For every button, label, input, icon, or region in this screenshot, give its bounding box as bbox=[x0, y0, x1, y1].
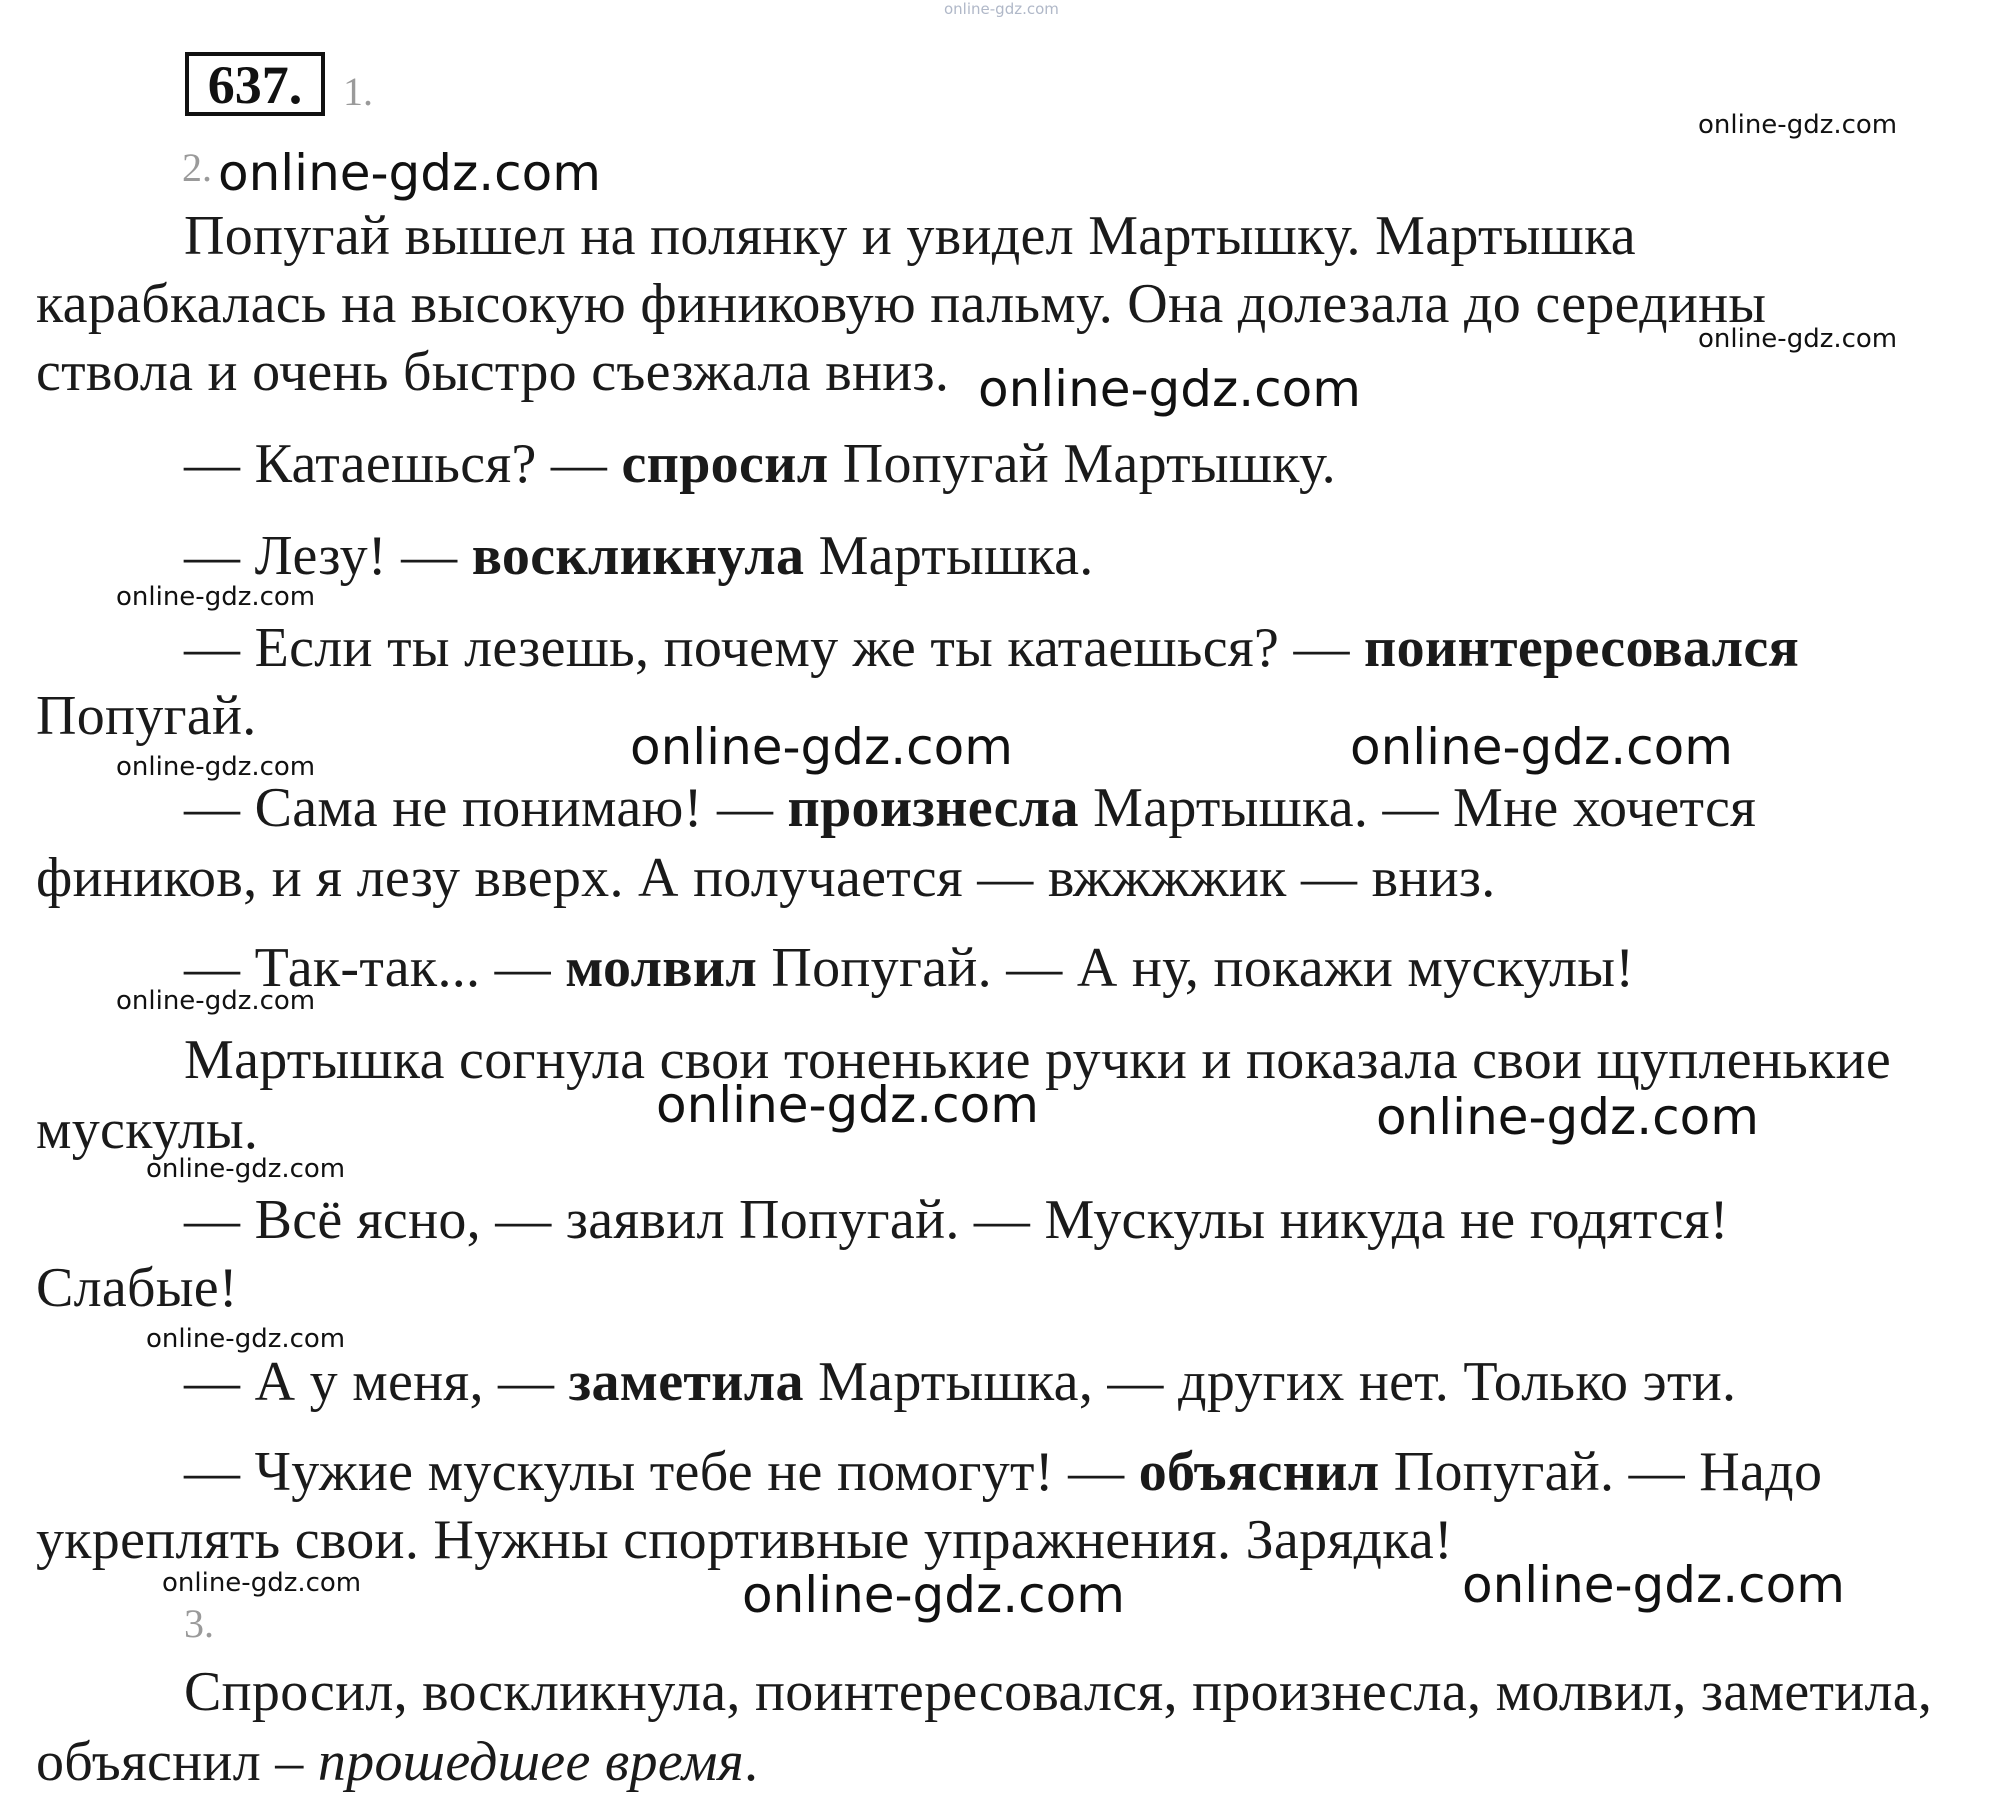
verb-highlight: произнесла bbox=[787, 777, 1079, 839]
text-segment: — Если ты лезешь, почему же ты катаешься? — bbox=[184, 617, 1365, 679]
text-segment: Мартышка, — других нет. Только эти. bbox=[803, 1351, 1737, 1413]
text-line: ствола и очень быстро съезжала вниз. bbox=[36, 341, 950, 403]
marker-3: 3. bbox=[184, 1601, 214, 1646]
text-segment: — Так-так... — bbox=[184, 937, 566, 999]
watermark: online-gdz.com bbox=[742, 1566, 1125, 1624]
watermark: online-gdz.com bbox=[1462, 1556, 1845, 1614]
text-segment: Попугай. — А ну, покажи мускулы! bbox=[757, 937, 1635, 999]
watermark: online-gdz.com bbox=[116, 582, 316, 612]
text-segment: Попугай. — Надо bbox=[1379, 1441, 1823, 1503]
text-segment: Мартышка. — Мне хочется bbox=[1078, 777, 1757, 839]
text-segment: — Сама не понимаю! — bbox=[184, 777, 788, 839]
dialogue-line bbox=[184, 525, 1094, 587]
text-line: укреплять свои. Нужны спортивные упражнения. Зарядка! bbox=[36, 1509, 1453, 1571]
watermark: online-gdz.com bbox=[978, 360, 1361, 418]
text-line: — Всё ясно, — заявил Попугай. — Мускулы никуда не годятся! bbox=[184, 1189, 1729, 1251]
answer-line: Спросил, воскликнула, поинтересовался, произнесла, молвил, заметила, bbox=[184, 1661, 1933, 1723]
text-segment: . bbox=[743, 1731, 759, 1793]
watermark: online-gdz.com bbox=[1698, 110, 1898, 140]
dialogue-line bbox=[184, 777, 1757, 839]
text-segment: Мартышка. bbox=[804, 525, 1094, 587]
dialogue-line bbox=[184, 617, 1800, 679]
text-line: Мартышка согнула свои тоненькие ручки и показала свои щупленькие bbox=[184, 1029, 1891, 1091]
answer-emphasis: прошедшее время bbox=[317, 1731, 744, 1793]
dialogue-line bbox=[184, 1351, 1737, 1413]
watermark-top: online-gdz.com bbox=[944, 0, 1059, 18]
watermark: online-gdz.com bbox=[116, 752, 316, 782]
text-line: Попугай. bbox=[36, 685, 257, 747]
text-segment: — Чужие мускулы тебе не помогут! — bbox=[184, 1441, 1139, 1503]
dialogue-line bbox=[184, 433, 1336, 495]
verb-highlight: молвил bbox=[565, 937, 758, 999]
text-segment: объяснил – bbox=[36, 1731, 318, 1793]
text-line: мускулы. bbox=[36, 1099, 259, 1161]
dialogue-line bbox=[184, 937, 1635, 999]
text-line: фиников, и я лезу вверх. А получается — вжжжжик — вниз. bbox=[36, 847, 1496, 909]
watermark: online-gdz.com bbox=[146, 1324, 346, 1354]
text-segment: — А у меня, — bbox=[184, 1351, 569, 1413]
watermark: online-gdz.com bbox=[146, 1154, 346, 1184]
verb-highlight: воскликнула bbox=[471, 525, 805, 587]
verb-highlight: поинтересовался bbox=[1364, 617, 1800, 679]
text-segment: — Лезу! — bbox=[184, 525, 472, 587]
watermark: online-gdz.com bbox=[1376, 1088, 1759, 1146]
text-segment: Попугай Мартышку. bbox=[828, 433, 1336, 495]
watermark: online-gdz.com bbox=[630, 718, 1013, 776]
watermark: online-gdz.com bbox=[218, 144, 601, 202]
watermark: online-gdz.com bbox=[656, 1076, 1039, 1134]
text-segment: — Катаешься? — bbox=[184, 433, 622, 495]
text-line: Попугай вышел на полянку и увидел Мартышку. Мартышка bbox=[184, 205, 1636, 267]
watermark: online-gdz.com bbox=[162, 1568, 362, 1598]
verb-highlight: спросил bbox=[621, 433, 829, 495]
exercise-number: 637. bbox=[185, 52, 325, 116]
text-line: карабкалась на высокую финиковую пальму. Она долезала до середины bbox=[36, 273, 1767, 335]
dialogue-line bbox=[184, 1441, 1823, 1503]
watermark: online-gdz.com bbox=[116, 986, 316, 1016]
marker-2: 2. bbox=[182, 145, 212, 190]
verb-highlight: объяснил bbox=[1138, 1441, 1380, 1503]
verb-highlight: заметила bbox=[568, 1351, 804, 1413]
watermark: online-gdz.com bbox=[1350, 718, 1733, 776]
marker-1: 1. bbox=[343, 69, 373, 114]
answer-line bbox=[36, 1731, 759, 1793]
watermark: online-gdz.com bbox=[1698, 324, 1898, 354]
text-line: Слабые! bbox=[36, 1257, 238, 1319]
